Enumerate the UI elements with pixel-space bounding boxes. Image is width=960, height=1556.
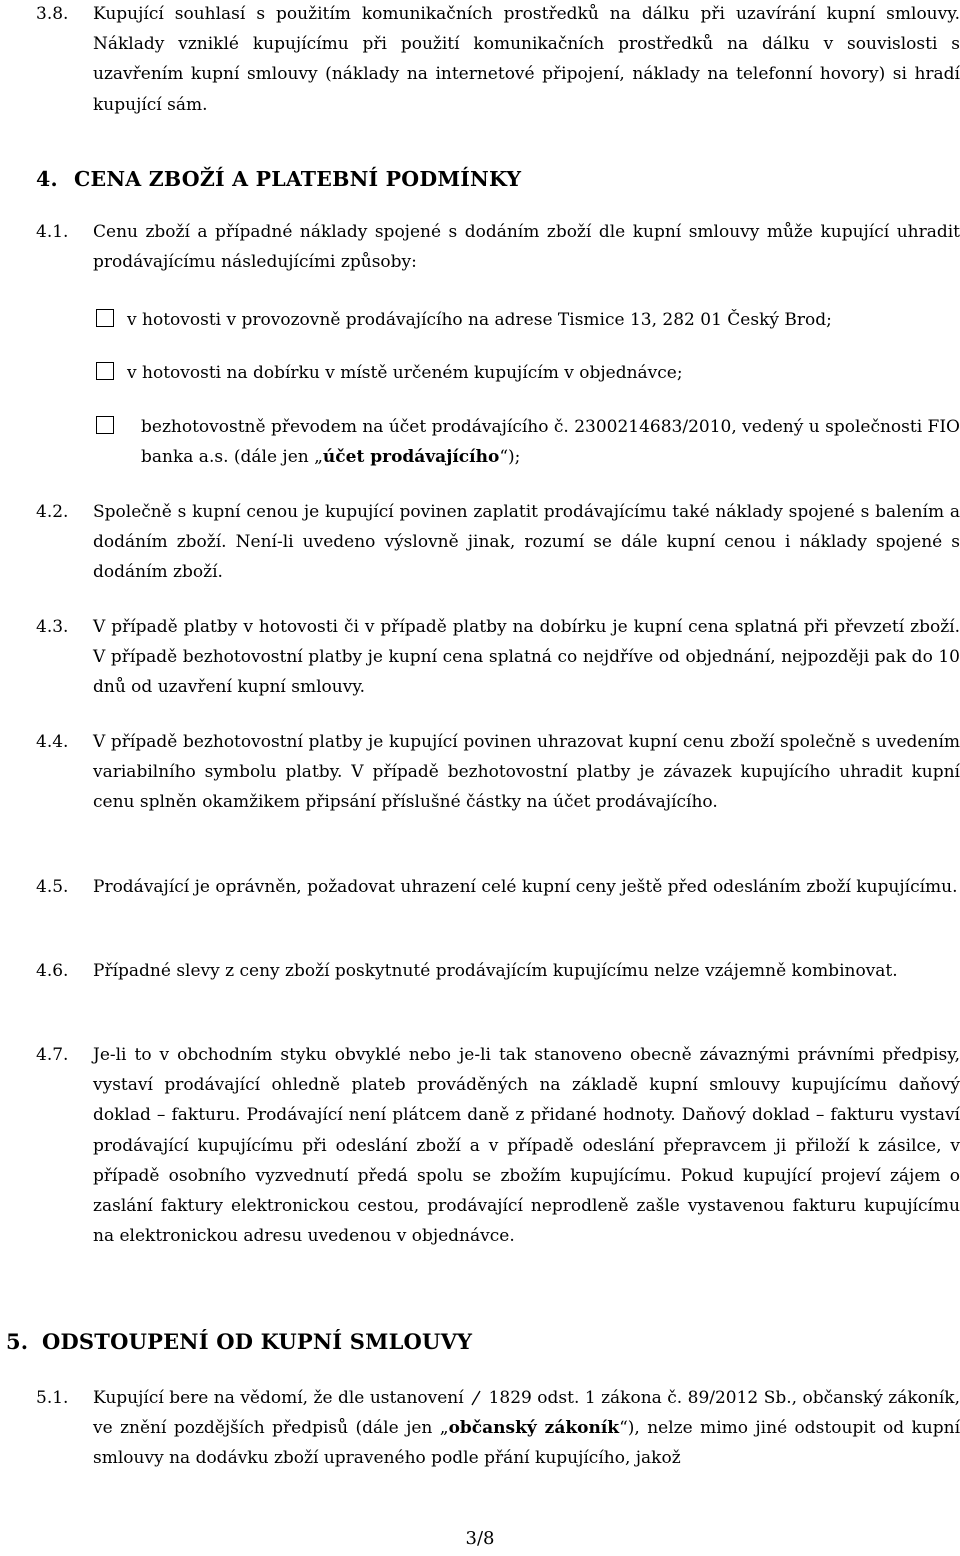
clause-number: 4.7. (36, 1045, 69, 1065)
clause-text: Kupující souhlasí s použitím komunikačních prostředků na dálku při uzavírání kupní smlouvy. Náklady vzniklé kupujícímu při použití komunikačních prostředků na dálku v souvislosti s uzavřením kupní smlouvy (náklady na internetové připojení, náklady na telefonní hovory) si hradí kupující sám. (93, 4, 960, 115)
section-number: 4. (36, 167, 58, 191)
clause-5-1 (36, 1383, 960, 1474)
section-title: ODSTOUPENÍ OD KUPNÍ SMLOUVY (42, 1329, 473, 1354)
checkbox-icon[interactable] (96, 309, 114, 327)
clause-text: Společně s kupní cenou je kupující povinen zaplatit prodávajícímu také náklady spojené s balením a dodáním zboží. Není-li uvedeno výslovně jinak, rozumí se dále kupní cenou i náklady spojené s dodáním zboží. (93, 502, 960, 583)
clause-4-1 (36, 217, 960, 277)
clause-text: Prodávající je oprávněn, požadovat uhrazení celé kupní ceny ještě před odesláním zboží kupujícímu. (93, 877, 958, 897)
clause-4-5 (36, 872, 960, 902)
clause-number: 4.3. (36, 617, 69, 637)
clause-4-7 (36, 1040, 960, 1251)
clause-number: 4.1. (36, 222, 69, 242)
clause-number: 4.6. (36, 961, 69, 981)
clause-3-8 (36, 0, 960, 120)
payment-option-cash-on-delivery (93, 358, 960, 388)
clause-number: 4.2. (36, 502, 69, 522)
section-heading-4 (36, 167, 521, 191)
page-number: 3/8 (465, 1528, 495, 1549)
payment-option-cash-premises (93, 305, 960, 335)
section-sign-icon (469, 1390, 483, 1406)
defined-term: účet prodávajícího (322, 447, 500, 468)
checkbox-icon[interactable] (96, 362, 114, 380)
option-label-text: bezhotovostně převodem na účet prodávajícího č. 2300214683/2010, vedený u společnosti FIO banka a.s. (dále jen „ (141, 417, 960, 468)
clause-4-4 (36, 727, 960, 818)
clause-text-mid: 1829 odst. 1 zákona č. 89/2012 Sb., občanský zákoník, ve znění pozdějších předpisů (dále jen „ (93, 1388, 960, 1439)
checkbox-icon[interactable] (96, 416, 114, 434)
clause-text-end: “), nelze mimo jiné odstoupit od kupní smlouvy na dodávku zboží upraveného podle přání kupujícího, jakož (93, 1418, 960, 1469)
option-label: v hotovosti na dobírku v místě určeném kupujícím v objednávce; (127, 363, 683, 383)
clause-4-3 (36, 612, 960, 703)
option-label-tail: “); (499, 447, 521, 468)
payment-option-bank-transfer (93, 412, 960, 472)
section-title: CENA ZBOŽÍ A PLATEBNÍ PODMÍNKY (74, 167, 522, 191)
clause-text: V případě platby v hotovosti či v případě platby na dobírku je kupní cena splatná při převzetí zboží. V případě bezhotovostní platby je kupní cena splatná co nejdříve od objednání, nejpozději pak do 10 dnů od uzavření kupní smlouvy. (93, 617, 960, 698)
clause-text (93, 1383, 960, 1474)
clause-number: 3.8. (36, 4, 69, 24)
clause-number: 4.5. (36, 877, 69, 897)
clause-text: Případné slevy z ceny zboží poskytnuté prodávajícím kupujícímu nelze vzájemně kombinovat. (93, 961, 898, 981)
section-heading-5 (6, 1329, 472, 1354)
option-label: v hotovosti v provozovně prodávajícího na adrese Tismice 13, 282 01 Český Brod; (127, 310, 832, 330)
clause-4-2 (36, 497, 960, 588)
clause-text: Je-li to v obchodním styku obvyklé nebo je-li tak stanoveno obecně závaznými právními předpisy, vystaví prodávající ohledně plateb prováděných na základě kupní smlouvy kupujícímu daňový doklad – fakturu. Prodávající není plátcem daně z přidané hodnoty. Daňový doklad – fakturu vystaví prodávající kupujícímu při odeslání zboží a v případě odeslání přepravcem ji přiloží k zásilce, v případě osobního vyzvednutí předá spolu se zbožím kupujícímu. Pokud kupující projeví zájem o zaslání faktury elektronickou cestou, prodávající neprodleně zašle vystavenou fakturu kupujícímu na elektronickou adresu uvedenou v objednávce. (93, 1045, 960, 1247)
clause-4-6 (36, 956, 960, 986)
clause-text: V případě bezhotovostní platby je kupující povinen uhrazovat kupní cenu zboží společně s uvedením variabilního symbolu platby. V případě bezhotovostní platby je závazek kupujícího uhradit kupní cenu splněn okamžikem připsání příslušné částky na účet prodávajícího. (93, 732, 960, 813)
clause-text: Cenu zboží a případné náklady spojené s dodáním zboží dle kupní smlouvy může kupující uhradit prodávajícímu následujícími způsoby: (93, 222, 960, 273)
clause-text-start: Kupující bere na vědomí, že dle ustanovení (93, 1388, 470, 1408)
clause-number: 4.4. (36, 732, 69, 752)
defined-term: občanský zákoník (448, 1418, 620, 1439)
clause-number: 5.1. (36, 1388, 69, 1408)
option-label (93, 412, 960, 472)
section-number: 5. (6, 1329, 29, 1354)
